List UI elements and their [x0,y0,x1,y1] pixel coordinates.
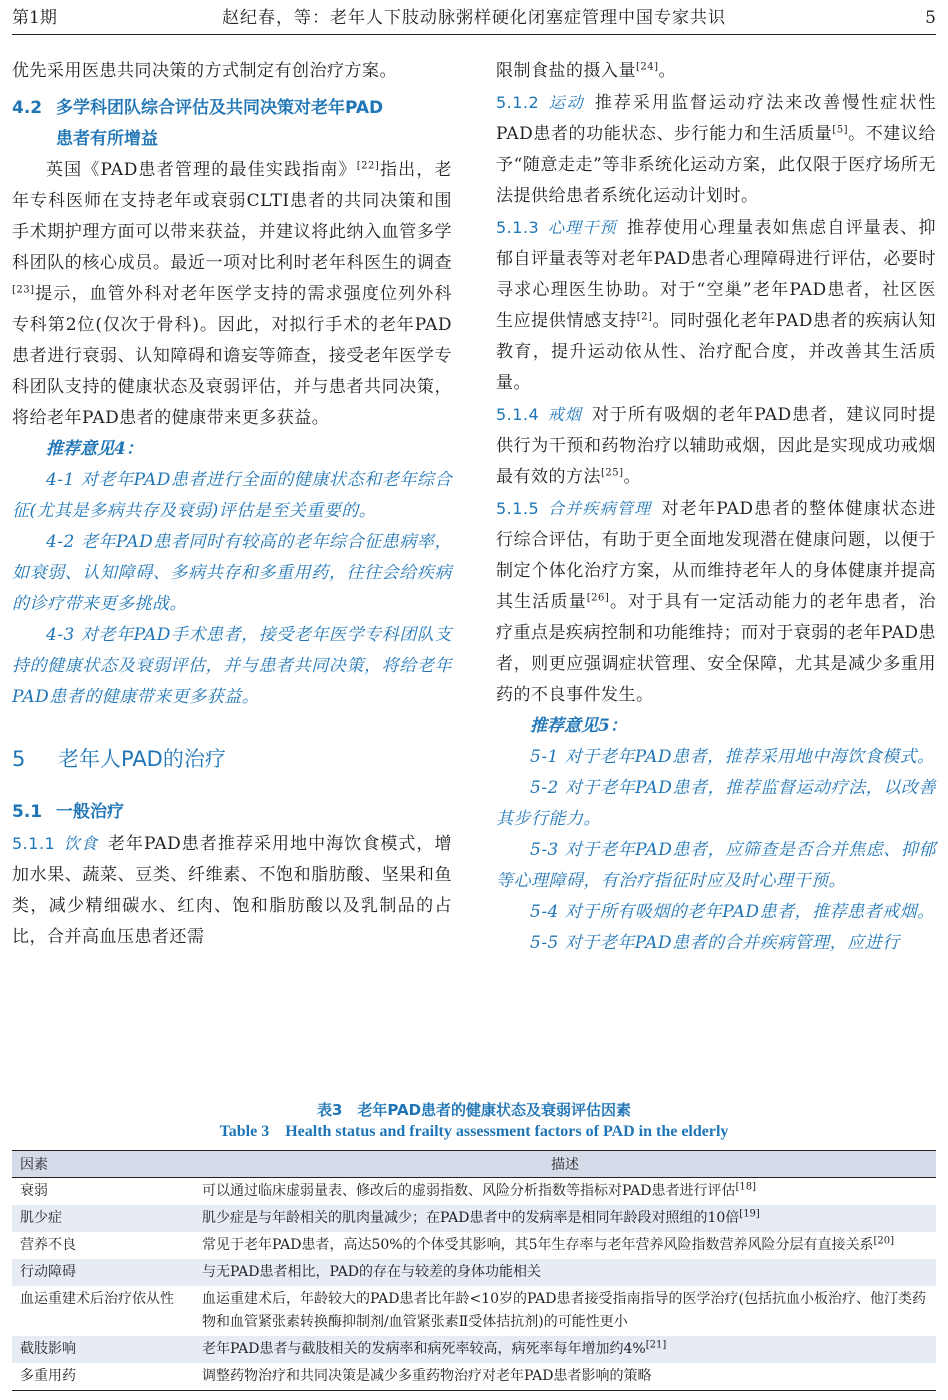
description-cell: 肌少症是与年龄相关的肌肉量减少；在PAD患者中的发病率是相同年龄段对照组的10倍[19] [202,1208,760,1226]
section-5-1-2-heading: 5.1.2 运动 [496,93,585,112]
recommendation-5-1: 5-1 对于老年PAD患者，推荐采用地中海饮食模式。 [530,747,935,767]
table-header-row [12,1151,936,1178]
running-title: 赵纪春，等：老年人下肢动脉粥样硬化闭塞症管理中国专家共识 [222,8,726,28]
column-header-factor: 因素 [12,1151,194,1178]
section-5-heading [12,739,452,779]
paragraph-5-1-2: 5.1.2 运动 推荐采用监督运动疗法来改善慢性症状性PAD患者的功能状态、步行能力和生活质量[5]。不建议给予“随意走走”等非系统化运动方案，此仅限于医疗场所无法提供给患者系统化运动计划时。 [496,93,936,206]
assessment-factors-table [12,1150,936,1391]
table-row [12,1363,936,1391]
section-5-1-heading [12,797,452,828]
table-row [12,1286,936,1336]
recommendation-4-3: 4-3 对老年PAD手术患者，接受老年医学专科团队支持的健康状态及衰弱评估，并与患者共同决策，将给老年PAD患者的健康带来更多获益。 [12,625,452,707]
section-4-2-heading [12,93,452,155]
factor-cell: 营养不良 [20,1237,76,1253]
paragraph-5-1-4: 5.1.4 戒烟 对于所有吸烟的老年PAD患者，建议同时提供行为干预和药物治疗以辅助戒烟，因此是实现成功戒烟最有效的方法[25]。 [496,405,936,487]
running-header [12,4,936,35]
citation: [5] [832,124,849,136]
factor-cell: 多重用药 [12,1363,194,1391]
table-row [12,1336,936,1363]
recommendation-5-4: 5-4 对于所有吸烟的老年PAD患者，推荐患者戒烟。 [530,902,935,922]
paragraph-4-2: 英国《PAD患者管理的最佳实践指南》[22]指出，老年专科医师在支持老年或衰弱CLTI患者的共同决策和围手术期护理方面可以带来获益，并建议将此纳入血管多学科团队的核心成员。最近一项对比利时老年科医生的调查[23]提示，血管外科对老年医学支持的需求强度位列外科专科第2位(仅次于骨科)。因此，对拟行手术的老年PAD患者进行衰弱、认知障碍和谵妄等筛查，接受老年医学专科团队支持的健康状态及衰弱评估，并与患者共同决策，将给老年PAD患者的健康带来更多获益。 [12,160,452,428]
description-cell: 可以通过临床虚弱量表、修改后的虚弱指数、风险分析指数等指标对PAD患者进行评估[18] [202,1181,756,1199]
table-row [12,1205,936,1232]
section-number: 5.1 [12,802,43,822]
description-cell: 老年PAD患者与截肢相关的发病率和病死率较高，病死率每年增加约4%[21] [202,1339,667,1357]
section-5-1-4-heading: 5.1.4 戒烟 [496,405,582,424]
citation: [26] [586,592,610,604]
citation: [18] [735,1181,756,1193]
recommendation-5-title: 推荐意见5： [530,716,627,736]
factor-cell: 截肢影响 [20,1341,76,1357]
citation: [21] [645,1339,667,1351]
section-title: 一般治疗 [56,802,124,822]
section-title: 老年人PAD的治疗 [58,747,226,771]
section-number: 5 [12,747,26,771]
table-caption-en: Table 3 Health status and frailty assessment factors of PAD in the elderly [219,1123,729,1140]
recommendation-4-1: 4-1 对老年PAD患者进行全面的健康状态和老年综合征(尤其是多病共存及衰弱)评估是至关重要的。 [12,470,452,521]
left-column [12,56,452,953]
citation: [22] [356,160,380,172]
recommendation-4-2: 4-2 老年PAD患者同时有较高的老年综合征患病率，如衰弱、认知障碍、多病共存和多重用药，往往会给疾病的诊疗带来更多挑战。 [12,532,452,614]
citation: [19] [739,1208,760,1220]
page-number: 5 [925,8,936,28]
table-caption [0,1099,948,1143]
citation: [24] [636,61,659,73]
factor-cell: 衰弱 [20,1183,48,1199]
paragraph-continued: 优先采用医患共同决策的方式制定有创治疗方案。 [12,61,397,81]
recommendation-5-5: 5-5 对于老年PAD患者的合并疾病管理，应进行 [530,933,900,953]
section-title-line1: 多学科团队综合评估及共同决策对老年PAD [56,98,384,118]
paragraph-5-1-5: 5.1.5 合并疾病管理 对老年PAD患者的整体健康状态进行综合评估，有助于更全面地发现潜在健康问题，以便于制定个体化治疗方案，从而维持老年人的身体健康并提高其生活质量[26]。对于具有一定活动能力的老年患者，治疗重点是疾病控制和功能维持；而对于衰弱的老年PAD患者，则更应强调症状管理、安全保障，尤其是减少多重用药的不良事件发生。 [496,499,937,705]
paragraph-5-1-1: 5.1.1 饮食 老年PAD患者推荐采用地中海饮食模式，增加水果、蔬菜、豆类、纤维素、不饱和脂肪酸、坚果和鱼类，减少精细碳水、红肉、饱和脂肪酸以及乳制品的占比，合并高血压患者还需 [12,834,452,947]
section-5-1-5-heading: 5.1.5 合并疾病管理 [496,499,652,518]
section-5-1-3-heading: 5.1.3 心理干预 [496,218,617,237]
factor-cell: 肌少症 [20,1210,62,1226]
description-cell: 与无PAD患者相比，PAD的存在与较差的身体功能相关 [202,1264,541,1280]
factor-cell: 行动障碍 [20,1264,76,1280]
table-caption-zh: 表3 老年PAD患者的健康状态及衰弱评估因素 [316,1101,632,1119]
description-cell: 常见于老年PAD患者，高达50%的个体受其影响，其5年生存率与老年营养风险指数营养风险分层有直接关系[20] [202,1235,895,1253]
table-row [12,1178,936,1206]
citation: [2] [636,311,653,323]
recommendation-5-3: 5-3 对于老年PAD患者，应筛查是否合并焦虑、抑郁等心理障碍，有治疗指征时应及时心理干预。 [496,840,936,891]
recommendation-4-title: 推荐意见4： [46,439,143,459]
paragraph-5-1-3: 5.1.3 心理干预 推荐使用心理量表如焦虑自评量表、抑郁自评量表等对老年PAD患者心理障碍进行评估，必要时寻求心理医生协助。对于“空巢”老年PAD患者，社区医生应提供情感支持[2]。同时强化老年PAD患者的疾病认知教育，提升运动依从性、治疗配合度，并改善其生活质量。 [496,218,936,393]
factor-cell: 血运重建术后治疗依从性 [20,1291,174,1307]
citation: [25] [601,467,624,479]
column-header-description: 描述 [194,1151,936,1178]
description-cell: 调整药物治疗和共同决策是减少多重药物治疗对老年PAD患者影响的策略 [194,1363,936,1391]
section-number: 4.2 [12,98,43,118]
citation: [20] [873,1235,895,1247]
issue-label: 第1期 [12,8,57,28]
table-row [12,1259,936,1286]
citation: [23] [12,284,35,296]
right-column [496,56,936,959]
table-row [12,1232,936,1259]
section-5-1-1-heading: 5.1.1 饮食 [12,834,98,853]
recommendation-5-2: 5-2 对于老年PAD患者，推荐监督运动疗法，以改善其步行能力。 [496,778,936,829]
section-title-line2: 患者有所增益 [56,129,158,149]
paragraph-5-1-1-continued: 限制食盐的摄入量[24]。 [496,61,677,81]
description-cell: 血运重建术后，年龄较大的PAD患者比年龄<10岁的PAD患者接受指南指导的医学治疗(包括抗血小板治疗、他汀类药物和血管紧张素转换酶抑制剂/血管紧张素Ⅱ受体拮抗剂)的可能性更小 [202,1291,926,1330]
